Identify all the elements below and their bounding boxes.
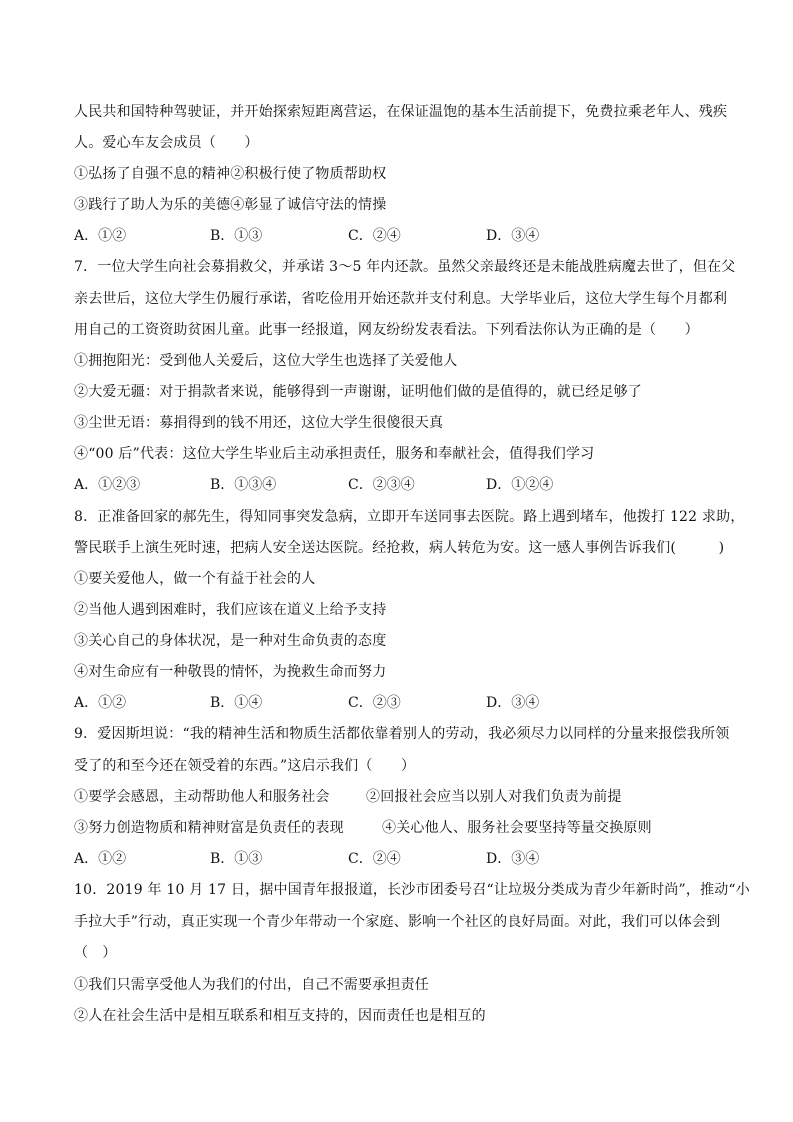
q9-statement-3: ③努力创造物质和精神财富是负责任的表现 (74, 820, 344, 836)
q10-stem-line-2: 手拉大手”行动，真正实现一个青少年带动一个家庭、影响一个社区的良好局面。对此，我们可以体会到 (74, 914, 721, 930)
q9-option-c[interactable]: C．②④ (348, 851, 401, 867)
q6-option-c[interactable]: C．②④ (348, 228, 401, 244)
q8-option-b[interactable]: B．①④ (210, 695, 263, 711)
q9-statement-2: ②回报社会应当以别人对我们负责为前提 (366, 789, 622, 805)
q9-option-a[interactable]: A．①② (74, 851, 127, 867)
q7-statement-2: ②大爱无疆：对于捐款者来说，能够得到一声谢谢，证明他们做的是值得的，就已经足够了 (74, 384, 642, 400)
q9-statement-4: ④关心他人、服务社会要坚持等量交换原则 (382, 820, 652, 836)
q9-stem-line-1: 9．爱因斯坦说：“我的精神生活和物质生活都依靠着别人的劳动，我必须尽力以同样的分量来报偿我所领 (74, 726, 730, 742)
q6-stem-line-1: 人民共和国特种驾驶证，并开始探索短距离营运，在保证温饱的基本生活前提下，免费拉乘老年人、残疾 (74, 104, 728, 120)
q9-option-d[interactable]: D．③④ (486, 851, 540, 867)
q10-stem-line-3: （ ） (74, 945, 117, 961)
q8-statement-2: ②当他人遇到困难时，我们应该在道义上给予支持 (74, 602, 387, 618)
q8-statement-3: ③关心自己的身体状况，是一种对生命负责的态度 (74, 633, 387, 649)
q8-option-c[interactable]: C．②③ (348, 695, 401, 711)
q6-statement-2: ③践行了助人为乐的美德④彰显了诚信守法的情操 (74, 197, 387, 213)
q7-stem-line-1: 7．一位大学生向社会募捐救父，并承诺 3～5 年内还款。虽然父亲最终还是未能战胜病魔去世了，但在父 (74, 259, 736, 275)
q9-option-b[interactable]: B．①③ (210, 851, 263, 867)
q7-statement-3: ③尘世无语：募捐得到的钱不用还，这位大学生很傻很天真 (74, 415, 444, 431)
q7-statement-1: ①拥抱阳光：受到他人关爱后，这位大学生也选择了关爱他人 (74, 353, 458, 369)
q6-option-d[interactable]: D．③④ (486, 228, 540, 244)
q6-statement-1: ①弘扬了自强不息的精神②积极行使了物质帮助权 (74, 166, 387, 182)
q8-option-d[interactable]: D．③④ (486, 695, 540, 711)
q6-stem-line-2: 人。爱心车友会成员（ ） (74, 135, 259, 151)
q8-stem-line-1: 8．正准备回家的郝先生，得知同事突发急病，立即开车送同事去医院。路上遇到堵车，他拨打 122 求助， (74, 509, 745, 525)
q9-statement-1: ①要学会感恩，主动帮助他人和服务社会 (74, 789, 330, 805)
q6-option-a[interactable]: A．①② (74, 228, 127, 244)
q7-statement-4: ④“00 后”代表：这位大学生毕业后主动承担责任，服务和奉献社会，值得我们学习 (74, 446, 595, 462)
q7-option-d[interactable]: D．①②④ (486, 477, 554, 493)
q7-stem-line-3: 用自己的工资资助贫困儿童。此事一经报道，网友纷纷发表看法。下列看法你认为正确的是（ ） (74, 322, 699, 338)
q8-option-a[interactable]: A．①② (74, 695, 127, 711)
q7-option-c[interactable]: C．②③④ (348, 477, 415, 493)
q8-statement-4: ④对生命应有一种敬畏的情怀，为挽救生命而努力 (74, 664, 387, 680)
q7-option-b[interactable]: B．①③④ (210, 477, 277, 493)
q7-option-a[interactable]: A．①②③ (74, 477, 141, 493)
q7-stem-line-2: 亲去世后，这位大学生仍履行承诺，省吃俭用开始还款并支付利息。大学毕业后，这位大学生每个月都利 (74, 291, 728, 307)
q8-stem-line-2: 警民联手上演生死时速，把病人安全送达医院。经抢救，病人转危为安。这一感人事例告诉我们( ) (74, 540, 725, 556)
q6-option-b[interactable]: B．①③ (210, 228, 263, 244)
q10-statement-1: ①我们只需享受他人为我们的付出，自己不需要承担责任 (74, 977, 429, 993)
q10-stem-line-1: 10．2019 年 10 月 17 日，据中国青年报报道，长沙市团委号召“让垃圾分类成为青少年新时尚”，推动“小 (74, 882, 750, 898)
q10-statement-2: ②人在社会生活中是相互联系和相互支持的，因而责任也是相互的 (74, 1008, 486, 1024)
q9-stem-line-2: 受了的和至今还在领受着的东西。”这启示我们（ ） (74, 758, 416, 774)
q8-statement-1: ①要关爱他人，做一个有益于社会的人 (74, 571, 316, 587)
